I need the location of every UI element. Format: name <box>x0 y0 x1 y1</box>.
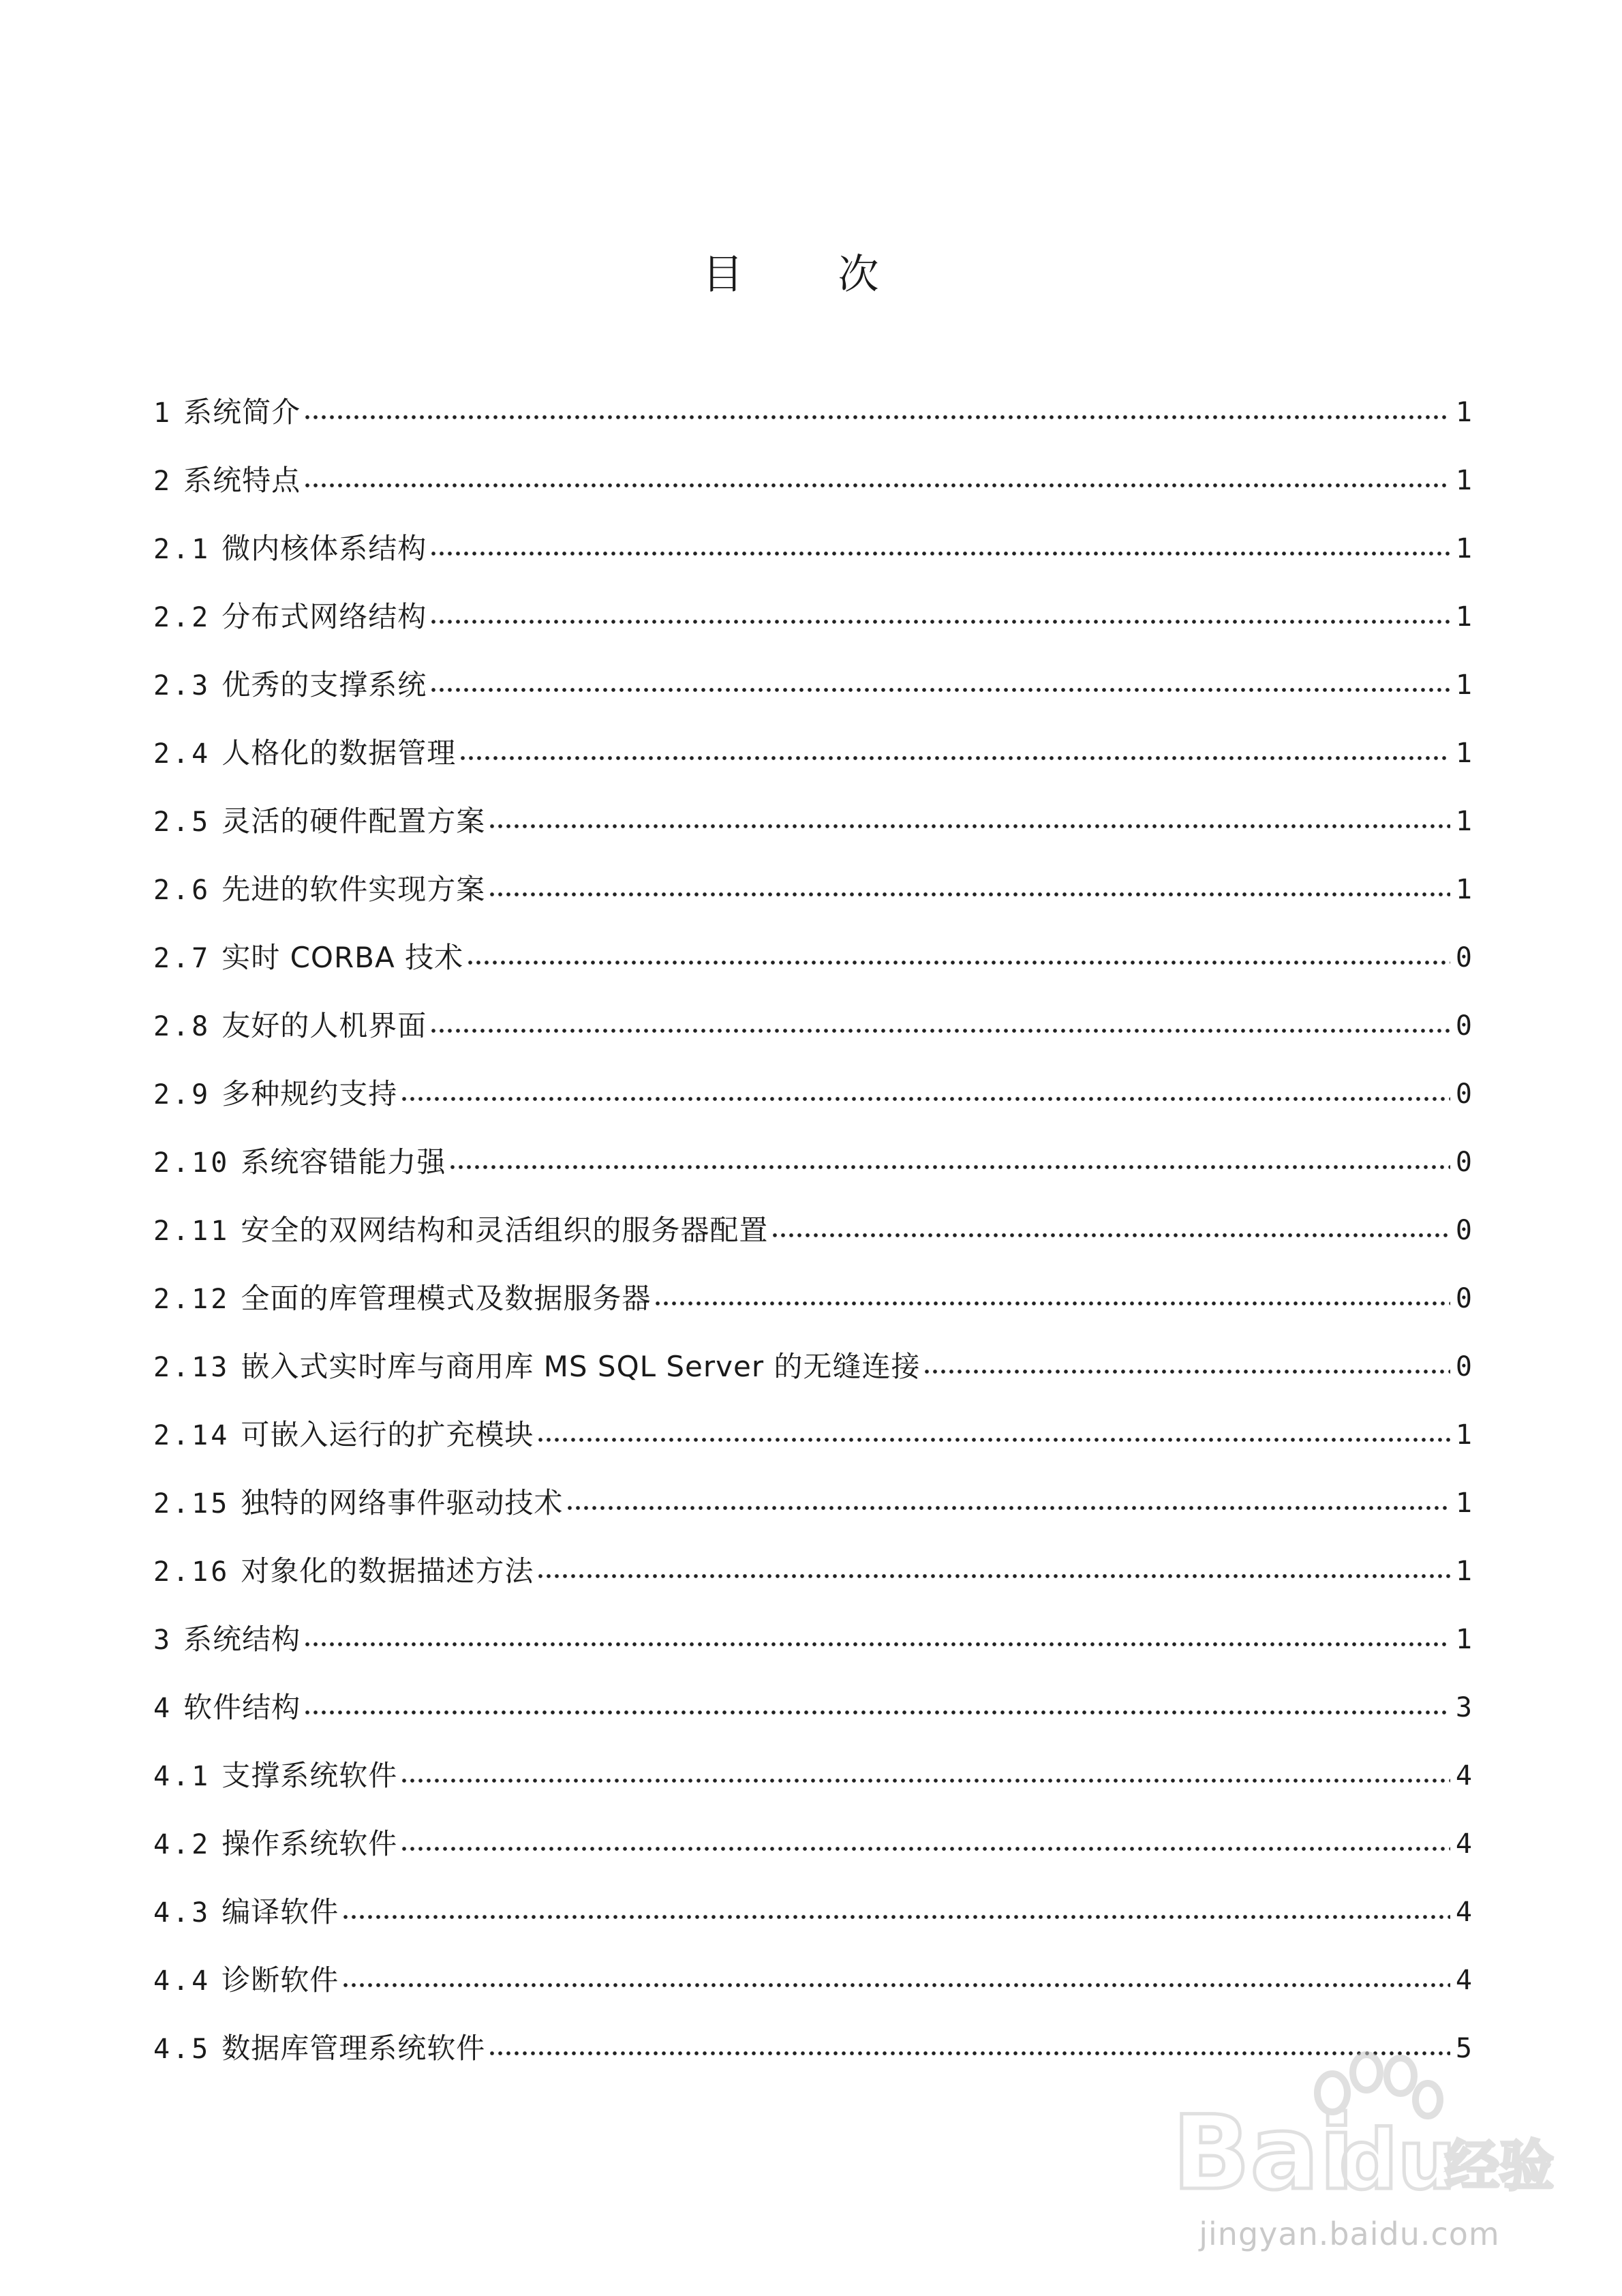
toc-dot-leader <box>466 959 1450 966</box>
toc-page-number: 1 <box>1455 874 1472 905</box>
toc-page-number: 3 <box>1455 1692 1472 1723</box>
toc-entry <box>153 1469 1472 1537</box>
toc-dot-leader <box>400 1096 1450 1102</box>
toc-entry-text: 安全的双网结构和灵活组织的服务器配置 <box>241 1213 769 1247</box>
table-of-contents <box>153 378 1472 2083</box>
toc-dot-leader <box>429 618 1450 625</box>
toc-entry-text: 优秀的支撑系统 <box>221 668 427 701</box>
toc-entry-text: 诊断软件 <box>221 1963 339 1997</box>
toc-entry-number: 4.5 <box>153 2034 211 2065</box>
toc-entry <box>153 992 1472 1060</box>
toc-dot-leader <box>341 1914 1450 1920</box>
toc-entry-text: 软件结构 <box>183 1691 301 1724</box>
toc-dot-leader <box>488 823 1450 830</box>
toc-page-number: 1 <box>1455 669 1472 701</box>
toc-entry-number: 2.9 <box>153 1079 211 1111</box>
toc-entry <box>153 1878 1472 1946</box>
toc-page-number: 1 <box>1455 738 1472 769</box>
toc-entry-text: 实时 CORBA 技术 <box>221 941 464 974</box>
toc-entry <box>153 651 1472 719</box>
toc-entry-label <box>153 466 303 495</box>
toc-entry <box>153 1196 1472 1265</box>
toc-page-number: 4 <box>1455 1965 1472 1996</box>
toc-entry-number: 2.8 <box>153 1011 211 1042</box>
toc-dot-leader <box>429 550 1450 557</box>
toc-entry-label <box>153 804 488 838</box>
toc-entry-number: 1 <box>153 397 173 429</box>
toc-entry-label <box>153 875 488 904</box>
toc-entry-text: 支撑系统软件 <box>221 1759 398 1792</box>
toc-entry-text: 先进的软件实现方案 <box>221 873 486 906</box>
toc-page-number: 1 <box>1455 601 1472 633</box>
toc-page-number: 4 <box>1455 1828 1472 1860</box>
toc-page-number: 1 <box>1455 1624 1472 1655</box>
toc-entry <box>153 719 1472 787</box>
toc-page-number: 1 <box>1455 465 1472 496</box>
toc-page-number: 1 <box>1455 1419 1472 1451</box>
toc-entry-text: 系统特点 <box>183 464 301 497</box>
toc-entry <box>153 1333 1472 1401</box>
toc-entry-text: 微内核体系结构 <box>221 532 427 565</box>
toc-dot-leader <box>303 1641 1450 1648</box>
toc-entry-text: 系统结构 <box>183 1622 301 1656</box>
toc-page-number: 4 <box>1455 1760 1472 1792</box>
toc-entry-text: 操作系统软件 <box>221 1827 398 1860</box>
toc-entry <box>153 1265 1472 1333</box>
toc-dot-leader <box>771 1232 1450 1239</box>
toc-entry-label <box>153 668 429 701</box>
watermark-url: jingyan.baidu.com <box>1199 2216 1500 2252</box>
toc-entry-text: 多种规约支持 <box>221 1077 398 1111</box>
toc-entry-label <box>153 1213 771 1247</box>
toc-entry-label <box>153 1895 341 1929</box>
toc-dot-leader <box>303 1709 1450 1716</box>
toc-entry <box>153 447 1472 515</box>
toc-entry <box>153 1810 1472 1878</box>
toc-entry-label <box>153 1486 566 1520</box>
toc-entry-label <box>153 1693 303 1722</box>
toc-entry <box>153 1674 1472 1742</box>
toc-page-number: 0 <box>1455 1147 1472 1178</box>
toc-entry-text: 独特的网络事件驱动技术 <box>241 1486 564 1520</box>
toc-page-number: 0 <box>1455 1010 1472 1042</box>
toc-entry <box>153 1605 1472 1674</box>
svg-text:du: du <box>1339 2113 1456 2208</box>
toc-entry <box>153 1946 1472 2014</box>
toc-dot-leader <box>488 891 1450 898</box>
toc-dot-leader <box>459 755 1450 761</box>
toc-entry <box>153 1401 1472 1469</box>
toc-entry-number: 2.12 <box>153 1284 230 1315</box>
toc-dot-leader <box>400 1845 1450 1852</box>
toc-entry-number: 2.7 <box>153 943 211 974</box>
toc-entry <box>153 1742 1472 1810</box>
toc-page-number: 1 <box>1455 397 1472 428</box>
toc-entry-number: 2.11 <box>153 1215 230 1247</box>
toc-entry <box>153 515 1472 583</box>
toc-entry-label <box>153 736 459 770</box>
toc-dot-leader <box>303 482 1450 489</box>
toc-entry-text: 系统容错能力强 <box>241 1145 446 1179</box>
toc-dot-leader <box>536 1436 1450 1443</box>
svg-text:Bai: Bai <box>1172 2094 1354 2213</box>
toc-entry-label <box>153 1284 654 1313</box>
toc-page-number: 0 <box>1455 1215 1472 1246</box>
toc-entry-number: 4.3 <box>153 1897 211 1929</box>
toc-page-number: 0 <box>1455 942 1472 973</box>
toc-entry-number: 4.1 <box>153 1761 211 1792</box>
toc-page-number: 0 <box>1455 1078 1472 1110</box>
toc-entry-text: 人格化的数据管理 <box>221 736 457 770</box>
toc-dot-leader <box>923 1368 1450 1375</box>
toc-entry-label <box>153 395 303 429</box>
toc-entry-number: 2.3 <box>153 670 211 701</box>
toc-entry-number: 4.2 <box>153 1829 211 1860</box>
toc-entry-number: 2.13 <box>153 1352 230 1383</box>
toc-entry-number: 2 <box>153 466 173 497</box>
toc-entry-number: 2.4 <box>153 738 211 770</box>
toc-entry-label <box>153 1350 923 1383</box>
toc-dot-leader <box>429 686 1450 693</box>
toc-entry-number: 2.15 <box>153 1488 230 1520</box>
toc-entry-number: 2.5 <box>153 806 211 838</box>
page-title: 目 次 <box>702 251 920 299</box>
toc-page-number: 4 <box>1455 1897 1472 1928</box>
toc-entry-label <box>153 1759 400 1792</box>
toc-page-number: 5 <box>1455 2033 1472 2064</box>
toc-entry-number: 2.10 <box>153 1147 230 1179</box>
toc-entry <box>153 924 1472 992</box>
toc-entry-text: 系统简介 <box>183 395 301 429</box>
toc-entry <box>153 583 1472 651</box>
toc-dot-leader <box>303 414 1450 421</box>
toc-page-number: 1 <box>1455 1556 1472 1587</box>
toc-entry-label <box>153 1622 303 1656</box>
toc-dot-leader <box>429 1027 1450 1034</box>
toc-entry-label <box>153 600 429 633</box>
toc-entry-number: 2.6 <box>153 875 211 906</box>
baidu-paw-logo-icon <box>1159 2045 1554 2222</box>
toc-page-number: 1 <box>1455 1487 1472 1519</box>
toc-page-number: 0 <box>1455 1351 1472 1383</box>
toc-entry-label <box>153 943 466 972</box>
toc-entry-text: 嵌入式实时库与商用库 MS SQL Server 的无缝连接 <box>241 1350 921 1383</box>
toc-entry <box>153 1060 1472 1128</box>
toc-entry-label <box>153 1554 536 1588</box>
toc-entry <box>153 1537 1472 1605</box>
toc-page-number: 1 <box>1455 806 1472 837</box>
toc-entry <box>153 1128 1472 1196</box>
toc-entry-number: 2.14 <box>153 1420 230 1451</box>
toc-dot-leader <box>448 1164 1450 1170</box>
toc-entry <box>153 378 1472 447</box>
toc-entry-number: 2.16 <box>153 1556 230 1588</box>
toc-entry-text: 友好的人机界面 <box>221 1009 427 1042</box>
toc-entry-text: 可嵌入运行的扩充模块 <box>241 1418 534 1451</box>
toc-dot-leader <box>536 1573 1450 1580</box>
toc-entry-text: 数据库管理系统软件 <box>221 2031 486 2065</box>
toc-entry-label <box>153 1963 341 1997</box>
toc-entry-label <box>153 1077 400 1111</box>
toc-entry-text: 对象化的数据描述方法 <box>241 1554 534 1588</box>
toc-entry <box>153 787 1472 856</box>
toc-entry-text: 编译软件 <box>221 1895 339 1929</box>
svg-text:经验: 经验 <box>1445 2134 1554 2198</box>
toc-page-number: 0 <box>1455 1283 1472 1314</box>
toc-entry-number: 4 <box>153 1693 173 1724</box>
toc-entry-label <box>153 1418 536 1451</box>
toc-entry-number: 4.4 <box>153 1965 211 1997</box>
toc-entry-label <box>153 534 429 563</box>
toc-entry-label <box>153 1827 400 1860</box>
toc-dot-leader <box>654 1300 1450 1307</box>
toc-entry-label <box>153 1009 429 1042</box>
toc-entry-number: 3 <box>153 1625 173 1656</box>
toc-entry-text: 灵活的硬件配置方案 <box>221 804 486 838</box>
toc-entry-text: 全面的库管理模式及数据服务器 <box>241 1282 652 1315</box>
toc-entry-text: 分布式网络结构 <box>221 600 427 633</box>
toc-dot-leader <box>341 1982 1450 1989</box>
toc-entry-label <box>153 2031 488 2065</box>
toc-entry <box>153 856 1472 924</box>
toc-dot-leader <box>566 1505 1450 1511</box>
toc-page-number: 1 <box>1455 533 1472 564</box>
toc-dot-leader <box>400 1777 1450 1784</box>
toc-entry-number: 2.2 <box>153 602 211 633</box>
toc-entry-label <box>153 1145 448 1179</box>
toc-entry-number: 2.1 <box>153 534 211 565</box>
